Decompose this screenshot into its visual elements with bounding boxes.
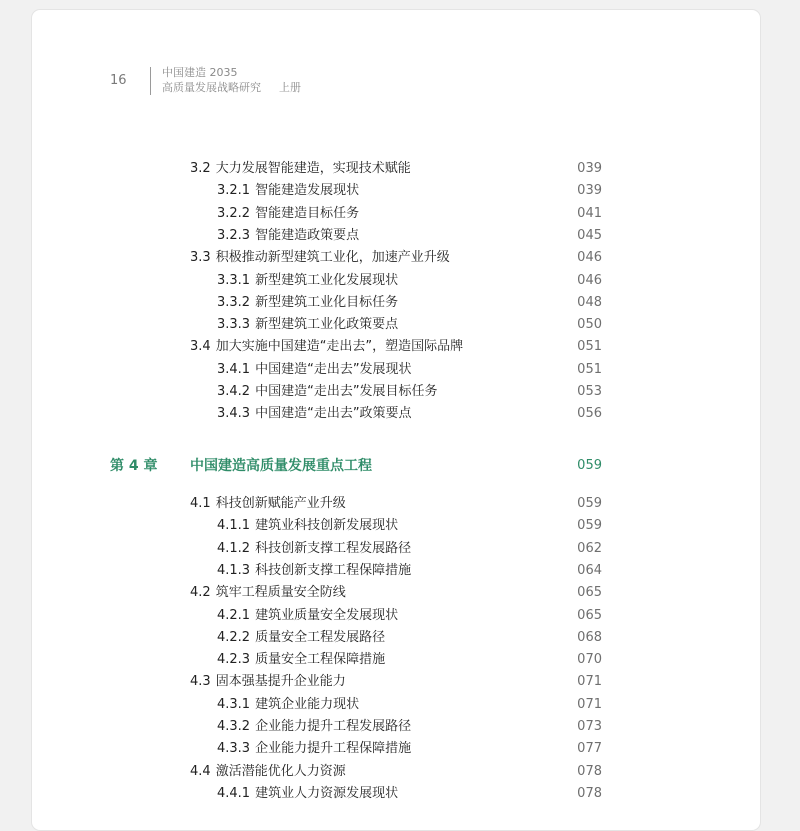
toc-entry[interactable] [32,696,760,718]
toc-entry-number: 4.1.1 [217,518,251,534]
toc-entry[interactable] [32,227,760,249]
toc-entry-title: 智能建造发展现状 [255,183,360,199]
toc-entry[interactable] [32,272,760,294]
toc-entry[interactable] [32,629,760,651]
toc-entry-page-number: 051 [577,339,602,355]
toc-entry-number: 3.2 [190,161,211,176]
toc-entry-title: 科技创新赋能产业升级 [215,496,346,511]
toc-entry-title: 建筑业质量安全发展现状 [255,607,399,623]
toc-entry[interactable] [32,673,760,695]
toc-entry[interactable] [32,517,760,539]
toc-entry-page-number: 078 [577,763,602,779]
toc-entry-number: 3.4 [190,339,211,355]
toc-entry-number: 3.2.3 [217,227,251,243]
toc-entry[interactable] [32,316,760,338]
toc-entry-page-number: 050 [577,317,602,333]
toc-entry-title: 科技创新支撑工程发展路径 [255,540,412,556]
toc-entry-label [190,584,346,602]
toc-entry-page-number: 064 [577,562,602,578]
toc-entry-page-number: 077 [577,741,602,757]
toc-entry-page-number: 051 [577,361,602,377]
toc-entry-label [217,294,398,312]
toc-entry-title: 加大实施中国建造“走出去”，塑造国际品牌 [215,339,464,355]
toc-entry-title: 积极推动新型建筑工业化，加速产业升级 [215,250,450,266]
header-divider [150,67,151,95]
toc-entry-title: 中国建造“走出去”政策要点 [255,406,412,422]
toc-entry-label [217,205,359,223]
toc-entry-title: 大力发展智能建造，实现技术赋能 [215,161,411,176]
toc-entry[interactable] [32,160,760,182]
toc-entry-number: 4.2.3 [217,652,251,668]
toc-entry-label [217,517,398,535]
toc-entry-number: 4.4.1 [217,785,251,801]
toc-entry-label [217,562,411,580]
toc-entry-number: 3.2.1 [217,183,251,199]
toc-entry-title: 建筑业科技创新发展现状 [255,518,399,534]
chapter-page-number: 059 [577,458,602,473]
toc-entry-number: 3.3 [190,250,211,266]
toc-entry-number: 4.3.1 [217,696,251,712]
page-number: 16 [110,73,127,88]
toc-entry[interactable] [32,562,760,584]
chapter-heading[interactable] [32,456,760,480]
toc-entry-label [190,495,346,513]
toc-entry-number: 4.3.2 [217,719,251,734]
book-page [31,9,761,831]
toc-entry-page-number: 071 [577,696,602,712]
book-subtitle: 高质量发展战略研究 [162,81,261,94]
toc-entry[interactable] [32,651,760,673]
toc-entry-title: 智能建造政策要点 [255,227,360,243]
toc-entry-title: 固本强基提升企业能力 [215,674,346,690]
toc-entry-page-number: 065 [577,607,602,623]
toc-entry-title: 激活潜能优化人力资源 [215,763,346,779]
toc-entry[interactable] [32,338,760,360]
toc-entry[interactable] [32,540,760,562]
toc-entry-label [190,763,346,781]
toc-entry-number: 4.2.1 [217,607,251,623]
toc-entry-title: 新型建筑工业化目标任务 [255,294,399,310]
toc-entry[interactable] [32,205,760,227]
toc-entry[interactable] [32,740,760,762]
toc-entry-page-number: 068 [577,629,602,645]
toc-entry-number: 3.3.2 [217,294,251,310]
toc-entry-label [217,607,398,625]
toc-entry-label [217,651,385,669]
toc-entry-title: 质量安全工程发展路径 [255,629,386,645]
toc-entry-number: 3.4.1 [217,361,251,377]
book-title: 中国建造 2035 [162,66,238,79]
toc-entry-number: 4.1 [190,496,211,511]
header-text [162,66,301,96]
toc-entry[interactable] [32,383,760,405]
toc-entry-page-number: 070 [577,652,602,668]
toc-entry-title: 中国建造“走出去”发展目标任务 [255,384,438,399]
toc-entry-label [217,361,412,379]
toc-entry[interactable] [32,249,760,271]
chapter-number: 第 4 章 [110,458,158,474]
toc-entry-title: 企业能力提升工程发展路径 [255,719,412,734]
toc-entry-page-number: 039 [577,161,602,176]
toc-entry-number: 3.4.2 [217,384,251,399]
toc-entry-number: 4.2.2 [217,629,251,645]
toc-entry-title: 新型建筑工业化政策要点 [255,317,399,333]
toc-entry-number: 4.3 [190,674,211,690]
volume-label: 上册 [279,81,301,94]
toc-entry-label [217,696,359,714]
toc-entry-number: 4.1.2 [217,540,251,556]
toc-entry-page-number: 053 [577,384,602,399]
toc-entry-page-number: 078 [577,785,602,801]
toc-entry-label [217,629,385,647]
toc-entry-label [190,673,346,691]
toc-entry-page-number: 048 [577,294,602,310]
toc-entry-page-number: 062 [577,540,602,556]
toc-entry[interactable] [32,785,760,807]
toc-entry-title: 科技创新支撑工程保障措施 [255,562,412,578]
toc-entry-page-number: 046 [577,272,602,288]
toc-entry[interactable] [32,763,760,785]
toc-entry-page-number: 071 [577,674,602,690]
toc-entry-label [217,740,411,758]
toc-entry-page-number: 073 [577,719,602,734]
toc-entry-label [217,272,398,290]
toc-entry-number: 3.2.2 [217,205,251,221]
toc-entry[interactable] [32,294,760,316]
toc-entry-title: 建筑业人力资源发展现状 [255,785,399,801]
toc-entry[interactable] [32,495,760,517]
toc-entry-label [217,182,359,200]
toc-entry-title: 智能建造目标任务 [255,205,360,221]
toc-entry[interactable] [32,361,760,383]
toc-entry-page-number: 059 [577,518,602,534]
toc-entry-title: 中国建造“走出去”发展现状 [255,361,412,377]
chapter-title: 中国建造高质量发展重点工程 [190,458,372,474]
toc-entry[interactable] [32,718,760,740]
toc-entry-title: 企业能力提升工程保障措施 [255,741,412,757]
toc-entry-page-number: 056 [577,406,602,422]
toc-entry-label [217,540,411,558]
toc-entry-label [217,316,398,334]
toc-entry[interactable] [32,607,760,629]
toc-entry[interactable] [32,405,760,427]
toc-entry-number: 3.3.3 [217,317,251,333]
toc-entry-title: 新型建筑工业化发展现状 [255,272,399,288]
toc-entry-title: 筑牢工程质量安全防线 [215,585,346,601]
toc-entry[interactable] [32,584,760,606]
toc-entry-label [217,405,412,423]
toc-entry-label [217,785,398,803]
toc-entry-page-number: 045 [577,227,602,243]
toc-entry-label [217,718,411,736]
toc-entry-number: 4.4 [190,763,211,779]
toc-entry-page-number: 041 [577,205,602,221]
toc-entry-title: 质量安全工程保障措施 [255,652,386,668]
toc-entry-label [190,338,463,356]
toc-entry-number: 4.2 [190,585,211,601]
toc-entry-label [190,249,450,267]
toc-entry-label [217,227,359,245]
toc-entry-title: 建筑企业能力现状 [255,696,360,712]
toc-entry-page-number: 039 [577,183,602,199]
toc-entry-label [217,383,438,401]
toc-entry-page-number: 059 [577,496,602,511]
toc-entry-page-number: 065 [577,585,602,601]
toc-entry-number: 4.1.3 [217,562,251,578]
toc-entry-number: 3.4.3 [217,406,251,422]
toc-entry-number: 3.3.1 [217,272,251,288]
toc-entry[interactable] [32,182,760,204]
book-subtitle-line [162,80,301,96]
toc-entry-label [190,160,411,178]
toc-entry-page-number: 046 [577,250,602,266]
toc-entry-number: 4.3.3 [217,741,251,757]
